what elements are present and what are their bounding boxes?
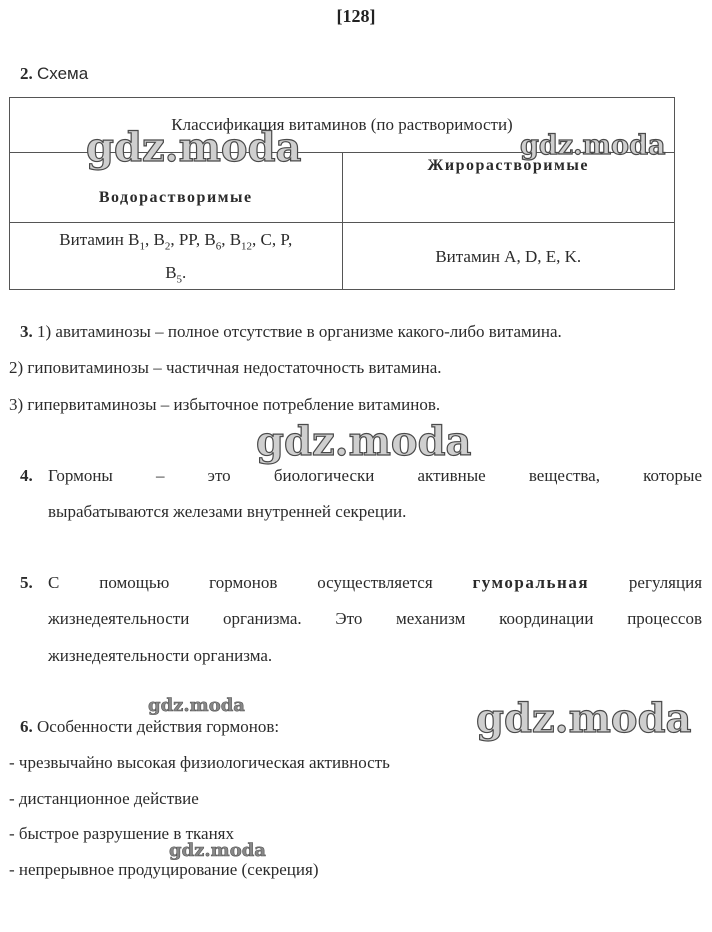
q6-item-4: - непрерывное продуцирование (секреция) bbox=[9, 860, 319, 879]
q2-heading bbox=[20, 64, 88, 84]
q2-number: 2. bbox=[20, 64, 33, 83]
q6-heading bbox=[20, 717, 279, 737]
q6-title: Особенности действия гормонов: bbox=[37, 717, 280, 736]
humoral-term: гуморальная bbox=[472, 573, 590, 592]
fat-soluble-vitamins: Витамин A, D, E, K. bbox=[342, 223, 675, 290]
page-number: [128] bbox=[336, 6, 376, 26]
watermark: gdz.moda bbox=[256, 418, 472, 465]
watermark: gdz.moda bbox=[169, 840, 266, 861]
q6-item-2: - дистанционное действие bbox=[9, 789, 199, 808]
col-head-fat-soluble: Жирорастворимые bbox=[342, 153, 675, 223]
q5-line-1: С помощью гормонов осуществляется гуморальная регуляция bbox=[48, 573, 703, 592]
table-title: Классификация витаминов (по растворимости) bbox=[10, 98, 675, 153]
col-head-water-soluble: Водорастворимые bbox=[10, 153, 343, 223]
q5-line-3: жизнедеятельности организма. bbox=[48, 646, 273, 665]
water-soluble-vitamins: Витамин $B_1$, $B_2$, PP, $B_6$, $B_{12}$, C, P, $B_5$. bbox=[10, 223, 343, 290]
q2-label: Схема bbox=[37, 64, 89, 83]
watermark: gdz.moda bbox=[148, 695, 245, 716]
q6-item-3: - быстрое разрушение в тканях bbox=[9, 824, 235, 843]
q5-number: 5. bbox=[20, 573, 33, 592]
q6-item-1: - чрезвычайно высокая физиологическая активность bbox=[9, 753, 390, 772]
q5-line-2: жизнедеятельности организма. Это механизм координации процессов bbox=[48, 609, 702, 628]
q3-line-2: 2) гиповитаминозы – частичная недостаточность витамина. bbox=[9, 358, 442, 377]
watermark: gdz.moda bbox=[520, 130, 666, 161]
q3-line-3: 3) гипервитаминозы – избыточное потребление витаминов. bbox=[9, 395, 441, 414]
q6-number: 6. bbox=[20, 717, 33, 736]
q4-line-2: вырабатываются железами внутренней секреции. bbox=[48, 502, 407, 521]
watermark: gdz.moda bbox=[476, 695, 692, 742]
q4-number: 4. bbox=[20, 466, 33, 485]
watermark: gdz.moda bbox=[86, 124, 302, 171]
q4-line-1: Гормоны – это биологически активные вещества, которые bbox=[48, 466, 702, 485]
q3-number: 3. bbox=[20, 322, 33, 341]
q3-line-1: 3. 1) авитаминозы – полное отсутствие в организме какого-либо витамина. bbox=[20, 322, 562, 341]
vitamin-classification-table bbox=[9, 97, 675, 290]
